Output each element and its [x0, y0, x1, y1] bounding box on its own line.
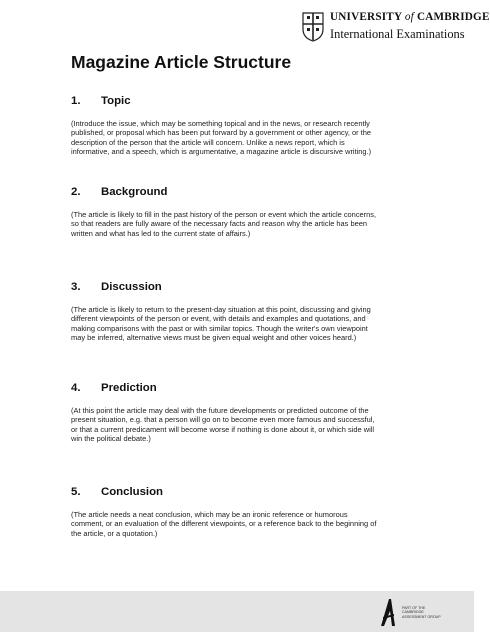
body-line: published, or proposal which has been put forward by a government or other agency, or the — [71, 128, 372, 138]
institution-subtitle: International Examinations — [330, 27, 465, 41]
section-body — [71, 210, 407, 238]
section-number: 5. — [71, 486, 81, 498]
body-line: may be inferred, alternative views must be given equal weight and other voices heard.) — [71, 333, 357, 343]
university-crest-icon — [302, 12, 324, 42]
section-number: 4. — [71, 382, 81, 394]
section-heading — [71, 95, 407, 111]
section-conclusion — [71, 486, 407, 538]
section-title: Prediction — [101, 382, 157, 394]
section-title: Conclusion — [101, 486, 164, 498]
section-topic — [71, 95, 407, 157]
body-line: win the political debate.) — [71, 434, 151, 444]
body-line: (At this point the article may deal with the future developments or predicted outcome of the — [71, 406, 369, 415]
body-line: written and what has led to the current state of affairs.) — [71, 228, 251, 238]
cambridge-assessment-logo-icon — [380, 597, 396, 627]
body-line: or that a current predicament will become worse if nothing is done about it, or which side will — [71, 424, 375, 434]
body-line: so that readers are fully aware of the necessary facts and reason why the article has been — [71, 219, 368, 229]
body-line: (The article is likely to fill in the past history of the person or event which the article concerns, — [71, 210, 377, 219]
body-line: the article, or a quotation.) — [71, 528, 158, 538]
body-line: (The article is likely to return to the present-day situation at this point, discussing and giving — [71, 305, 371, 314]
section-prediction — [71, 382, 407, 444]
section-number: 2. — [71, 186, 81, 198]
section-number: 3. — [71, 281, 81, 293]
section-body — [71, 119, 407, 157]
university-name: UNIVERSITY of CAMBRIDGE — [330, 11, 490, 23]
body-line: making comparisons with the past or with similar topics. Though the writer's own viewpoint — [71, 323, 368, 333]
section-title: Discussion — [101, 281, 162, 293]
section-heading — [71, 486, 407, 502]
body-line: informative, and a speech, which is argumentative, a magazine article is discursive writing.) — [71, 147, 372, 157]
section-background — [71, 186, 407, 238]
body-line: (The article needs a neat conclusion, which may be an ironic reference or humorous — [71, 510, 348, 519]
section-body — [71, 406, 407, 444]
body-line: comment, or an evaluation of the different viewpoints, or a reference back to the beginning of — [71, 519, 377, 529]
section-title: Background — [101, 186, 168, 198]
section-heading — [71, 186, 407, 202]
body-line: (Introduce the issue, which may be something topical and in the news, or research recently — [71, 119, 370, 128]
footer-group-text: PART OF THE CAMBRIDGE ASSESSMENT GROUP — [402, 606, 441, 619]
document-title: Magazine Article Structure — [71, 52, 292, 72]
body-line: present situation, e.g. that a person will go on to become even more famous and successful, — [71, 415, 375, 425]
body-line: description of the person that the article will concern. Unlike a news report, which is — [71, 137, 345, 147]
section-body — [71, 510, 407, 538]
section-body — [71, 305, 407, 343]
body-line: different viewpoints of the person or event, with details and examples and quotations, and — [71, 314, 366, 324]
section-heading — [71, 382, 407, 398]
university-logo — [302, 10, 490, 46]
page-footer — [0, 591, 474, 632]
section-title: Topic — [101, 95, 131, 107]
section-discussion — [71, 281, 407, 343]
section-heading — [71, 281, 407, 297]
section-number: 1. — [71, 95, 81, 107]
